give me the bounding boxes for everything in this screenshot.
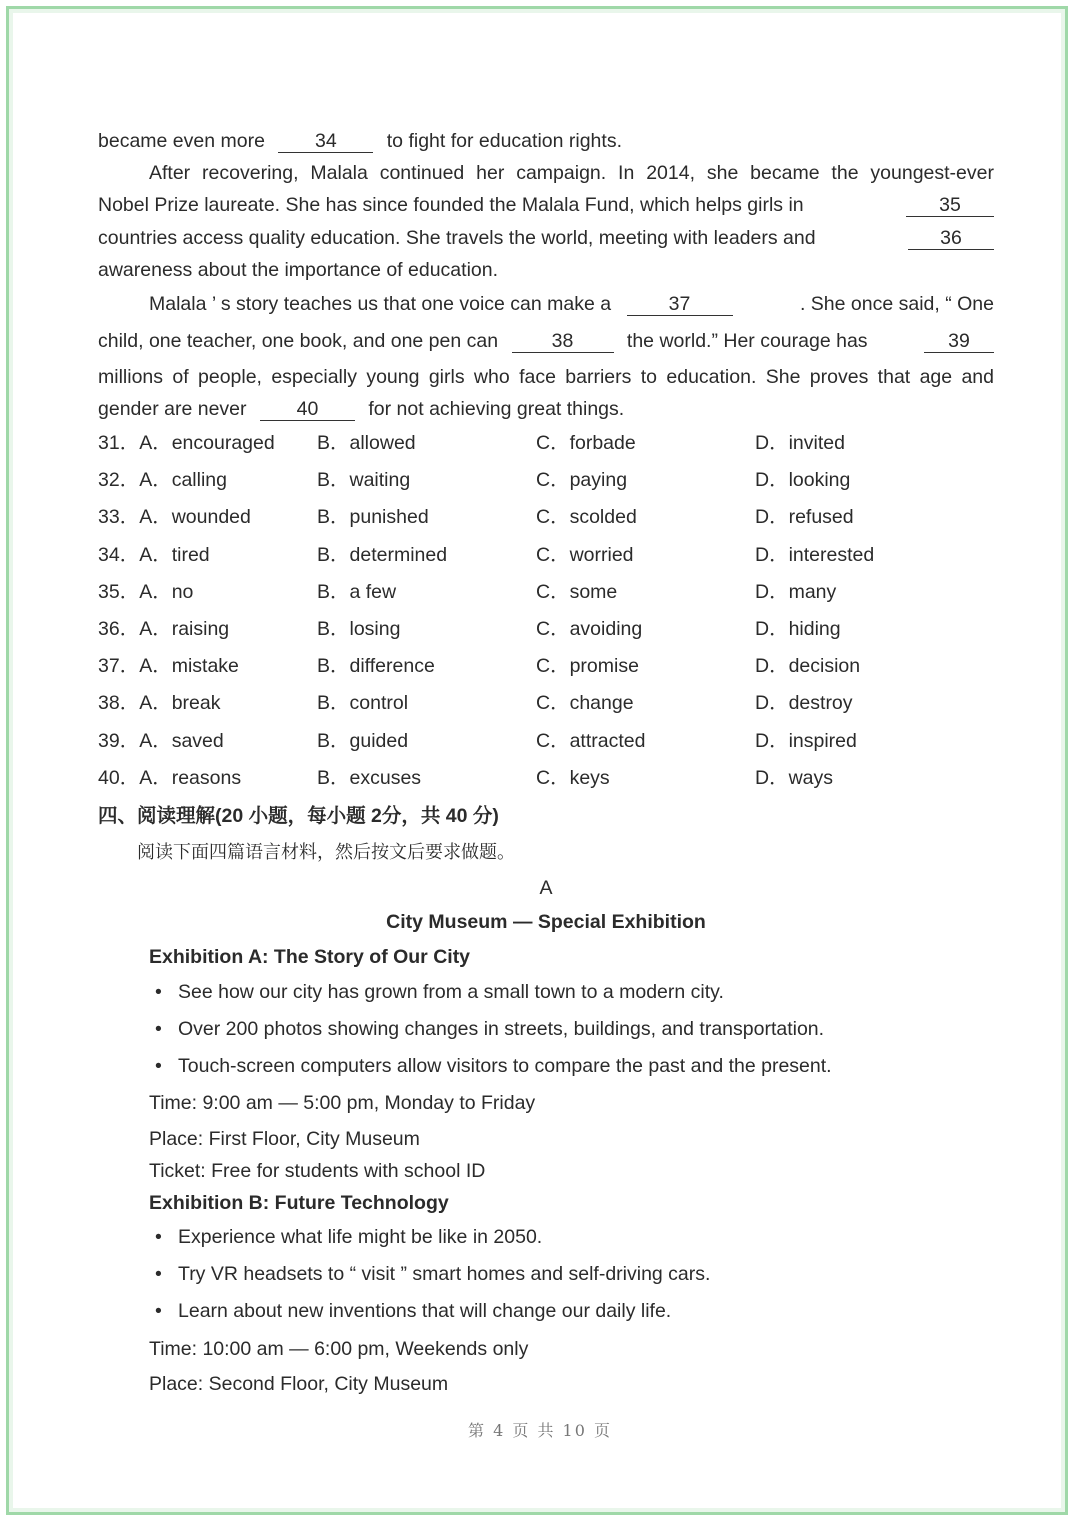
option-d: D．decision [755,655,861,678]
exhibit-b-place: Place: Second Floor, City Museum [149,1373,449,1395]
passage-line-8: millions of people, especially young girls who face barriers to education. She proves that age and [98,366,994,388]
option-row [98,650,994,682]
passage-title: City Museum — Special Exhibition [386,911,706,933]
option-c: C．attracted [536,729,646,752]
bullet-icon: • [155,1055,162,1077]
text: for not achieving great things. [368,398,625,420]
blank-40: 40 [260,398,355,421]
bullet-text: Over 200 photos showing changes in streets, buildings, and transportation. [178,1018,825,1040]
option-d: D．inspired [755,729,857,752]
text: the world.” Her courage has [626,330,868,352]
option-d: D．looking [755,469,851,492]
passage-line-6 [149,288,994,320]
option-c: C．promise [536,655,639,678]
blank-37: 37 [627,293,733,316]
text: child, one teacher, one book, and one pen can [98,330,499,352]
option-c: C．scolded [536,506,637,529]
exhibit-a-place: Place: First Floor, City Museum [149,1128,420,1150]
passage-line-1 [98,125,622,157]
option-b: B．allowed [317,432,416,454]
blank-35: 35 [906,194,994,217]
option-d: D．hiding [755,618,841,640]
bullet-icon: • [155,981,162,1003]
blank-38: 38 [512,330,614,353]
option-d: D．invited [755,432,845,454]
option-d: D．many [755,580,837,603]
blank-39: 39 [924,330,994,353]
option-b: B．determined [317,543,448,566]
option-a: 40．A．reasons [98,766,242,789]
text: gender are never [98,398,247,420]
bullet-icon: • [155,1263,162,1285]
option-c: C．forbade [536,432,636,454]
option-c: C．some [536,580,618,603]
option-row [98,501,994,533]
option-row [98,762,994,794]
option-d: D．refused [755,506,854,529]
exhibit-a-ticket: Ticket: Free for students with school ID [149,1160,486,1182]
option-row [98,427,994,459]
exhibit-b-time: Time: 10:00 am — 6:00 pm, Weekends only [149,1338,529,1360]
page-footer: 第 4 页 共 10 页 [468,1421,612,1440]
option-a: 32．A．calling [98,469,227,492]
section-heading: 四、阅读理解(20 小题，每小题 2分，共 40 分) [98,805,499,827]
option-a: 38．A．break [98,692,221,715]
option-b: B．excuses [317,766,422,789]
option-row [98,539,994,571]
passage-line-5: awareness about the importance of education. [98,259,499,281]
section-instruction: 阅读下面四篇语言材料，然后按文后要求做题。 [137,842,515,863]
passage-line-9 [98,393,624,425]
text: became even more [98,130,265,152]
option-b: B．punished [317,506,429,529]
blank-34: 34 [278,130,373,153]
option-b: B．control [317,692,409,715]
option-d: D．interested [755,543,875,566]
blank-36: 36 [908,227,994,250]
option-a: 36．A．raising [98,618,230,640]
text: to fight for education rights. [386,130,622,152]
option-a: 35．A．no [98,580,194,603]
exhibit-b-heading: Exhibition B: Future Technology [149,1192,449,1214]
option-a: 39．A．saved [98,729,224,752]
option-c: C．change [536,692,634,715]
option-c: C．paying [536,469,628,492]
option-a: 37．A．mistake [98,655,239,678]
option-row [98,687,994,719]
option-d: D．destroy [755,692,853,715]
option-row [98,725,994,757]
option-b: B．losing [317,618,401,640]
option-b: B．a few [317,580,397,603]
text: Nobel Prize laureate. She has since founded the Malala Fund, which helps girls in [98,194,804,216]
option-a: 33．A．wounded [98,506,251,529]
option-c: C．keys [536,766,610,789]
passage-line-7 [98,325,994,357]
option-a: 34．A．tired [98,543,210,566]
option-c: C．avoiding [536,618,643,640]
option-d: D．ways [755,766,834,789]
bullet-icon: • [155,1226,162,1248]
exhibit-a-time: Time: 9:00 am — 5:00 pm, Monday to Friday [149,1092,536,1114]
option-row [98,464,994,496]
exhibit-a-heading: Exhibition A: The Story of Our City [149,946,471,968]
text: countries access quality education. She travels the world, meeting with leaders and [98,227,816,249]
option-a: 31．A．encouraged [98,432,275,454]
text: . She once said, “ One [799,293,994,315]
passage-letter: A [539,877,553,899]
option-b: B．difference [317,655,435,678]
bullet-icon: • [155,1300,162,1322]
passage-line-4 [98,222,994,254]
bullet-text: Experience what life might be like in 2050. [178,1226,543,1248]
bullet-text: Learn about new inventions that will change our daily life. [178,1300,672,1322]
option-b: B．waiting [317,469,411,492]
passage-line-2: After recovering, Malala continued her campaign. In 2014, she became the youngest-ever [149,162,994,184]
option-b: B．guided [317,729,409,752]
option-row [98,576,994,608]
text: Malala ’ s story teaches us that one voice can make a [149,293,612,315]
passage-line-3 [98,189,994,221]
bullet-text: Try VR headsets to “ visit ” smart homes and self-driving cars. [178,1263,711,1285]
bullet-text: Touch-screen computers allow visitors to compare the past and the present. [178,1055,832,1077]
option-row [98,613,994,645]
bullet-text: See how our city has grown from a small town to a modern city. [178,981,724,1003]
bullet-icon: • [155,1018,162,1040]
option-c: C．worried [536,543,634,566]
